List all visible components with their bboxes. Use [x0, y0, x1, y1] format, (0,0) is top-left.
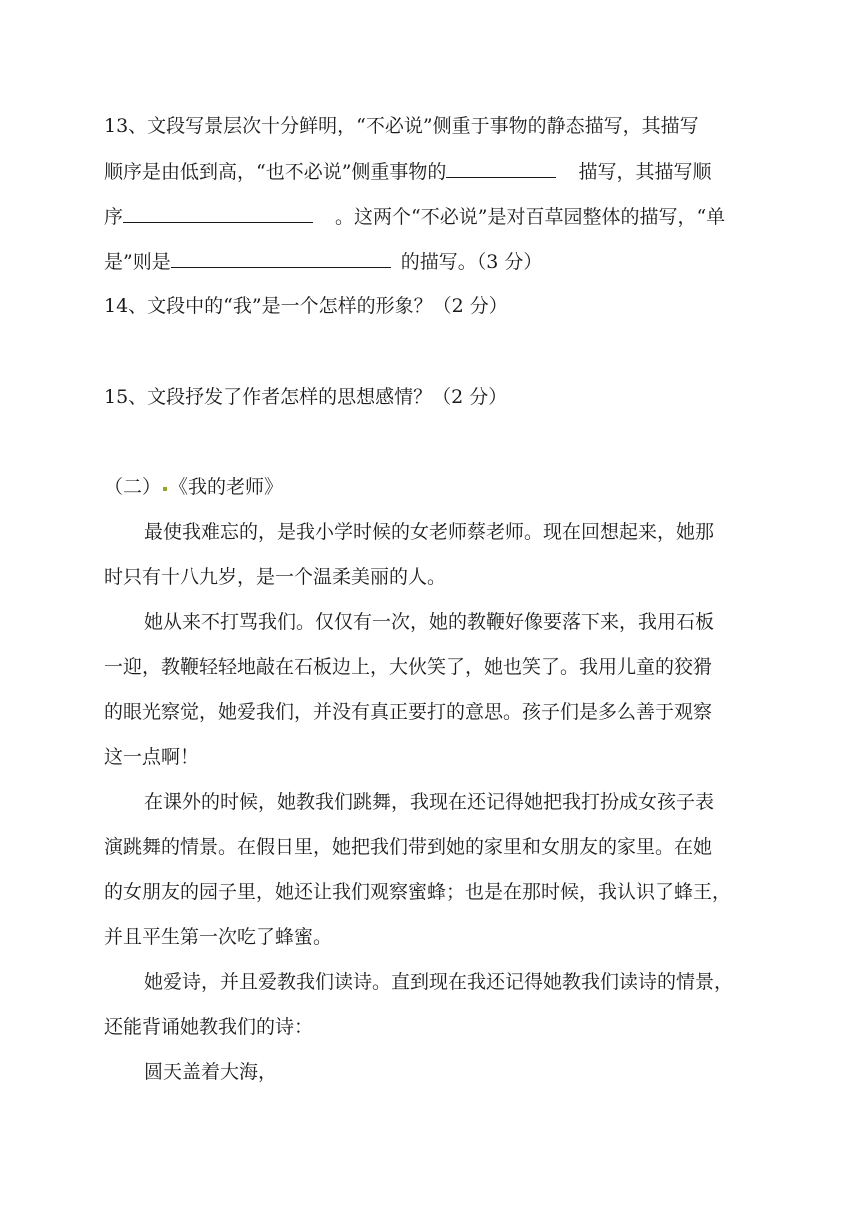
passage-text: 一迎，教鞭轻轻地敲在石板边上，大伙笑了，她也笑了。我用儿童的狡猾: [104, 656, 713, 678]
section-heading: [104, 473, 283, 501]
passage-line: [104, 608, 714, 636]
passage-text: 时只有十八九岁，是一个温柔美丽的人。: [104, 566, 447, 588]
section-title: 《我的老师》: [169, 476, 284, 498]
passage-text: 还能背诵她教我们的诗：: [104, 1016, 314, 1038]
passage-line: [104, 833, 712, 861]
passage-line: [104, 1013, 313, 1041]
passage-line: [104, 923, 332, 951]
q13-text-2a: 顺序是由低到高，“也不必说”侧重事物的: [104, 161, 447, 183]
passage-line: [104, 653, 712, 681]
q13-text-2b: 描写，其描写顺: [578, 161, 712, 183]
answer-blank-2[interactable]: [123, 202, 313, 223]
passage-text: 在课外的时候，她教我们跳舞，我现在还记得她把我打扮成女孩子表: [144, 791, 715, 813]
q13-text-4b: 的描写。（3 分）: [400, 251, 543, 273]
q13-line-2: [104, 157, 711, 185]
q14-line: [104, 292, 508, 320]
q13-text-3a: 序: [104, 206, 124, 228]
passage-line: [104, 968, 733, 996]
passage-text: 最使我难忘的，是我小学时候的女老师蔡老师。现在回想起来，她那: [144, 521, 715, 543]
green-marker-icon: [163, 487, 167, 491]
q15-text: 15、文段抒发了作者怎样的思想感情？（2 分）: [104, 386, 508, 408]
passage-line: [104, 788, 714, 816]
passage-text: 的眼光察觉，她爱我们，并没有真正要打的意思。孩子们是多么善于观察: [104, 701, 713, 723]
passage-text: 圆天盖着大海，: [144, 1061, 278, 1083]
passage-line: [104, 743, 199, 771]
q14-text: 14、文段中的“我”是一个怎样的形象？（2 分）: [104, 295, 508, 317]
section-prefix: （二）: [104, 476, 162, 498]
passage-line: [104, 1058, 277, 1086]
passage-text: 她爱诗，并且爱教我们读诗。直到现在我还记得她教我们读诗的情景，: [144, 971, 734, 993]
passage-text: 她从来不打骂我们。仅仅有一次，她的教鞭好像要落下来，我用石板: [144, 611, 715, 633]
q13-text-3b: 。这两个“不必说”是对百草园整体的描写，“单: [335, 206, 726, 228]
passage-text: 并且平生第一次吃了蜂蜜。: [104, 926, 333, 948]
passage-line: [104, 518, 714, 546]
q13-text-1: 13、文段写景层次十分鲜明，“不必说”侧重于事物的静态描写，其描写: [104, 115, 699, 137]
passage-text: 演跳舞的情景。在假日里，她把我们带到她的家里和女朋友的家里。在她: [104, 836, 713, 858]
passage-text: 这一点啊！: [104, 746, 200, 768]
q15-line: [104, 383, 507, 411]
q13-line-3: [104, 202, 725, 230]
passage-line: [104, 878, 731, 906]
passage-text: 的女朋友的园子里，她还让我们观察蜜蜂；也是在那时候，我认识了蜂王，: [104, 881, 732, 903]
q13-text-4a: 是”则是: [104, 251, 171, 273]
passage-line: [104, 698, 712, 726]
answer-blank-3[interactable]: [171, 247, 391, 268]
q13-line-4: [104, 247, 542, 275]
answer-blank-1[interactable]: [446, 157, 556, 178]
passage-line: [104, 563, 446, 591]
q13-line-1: [104, 112, 699, 140]
